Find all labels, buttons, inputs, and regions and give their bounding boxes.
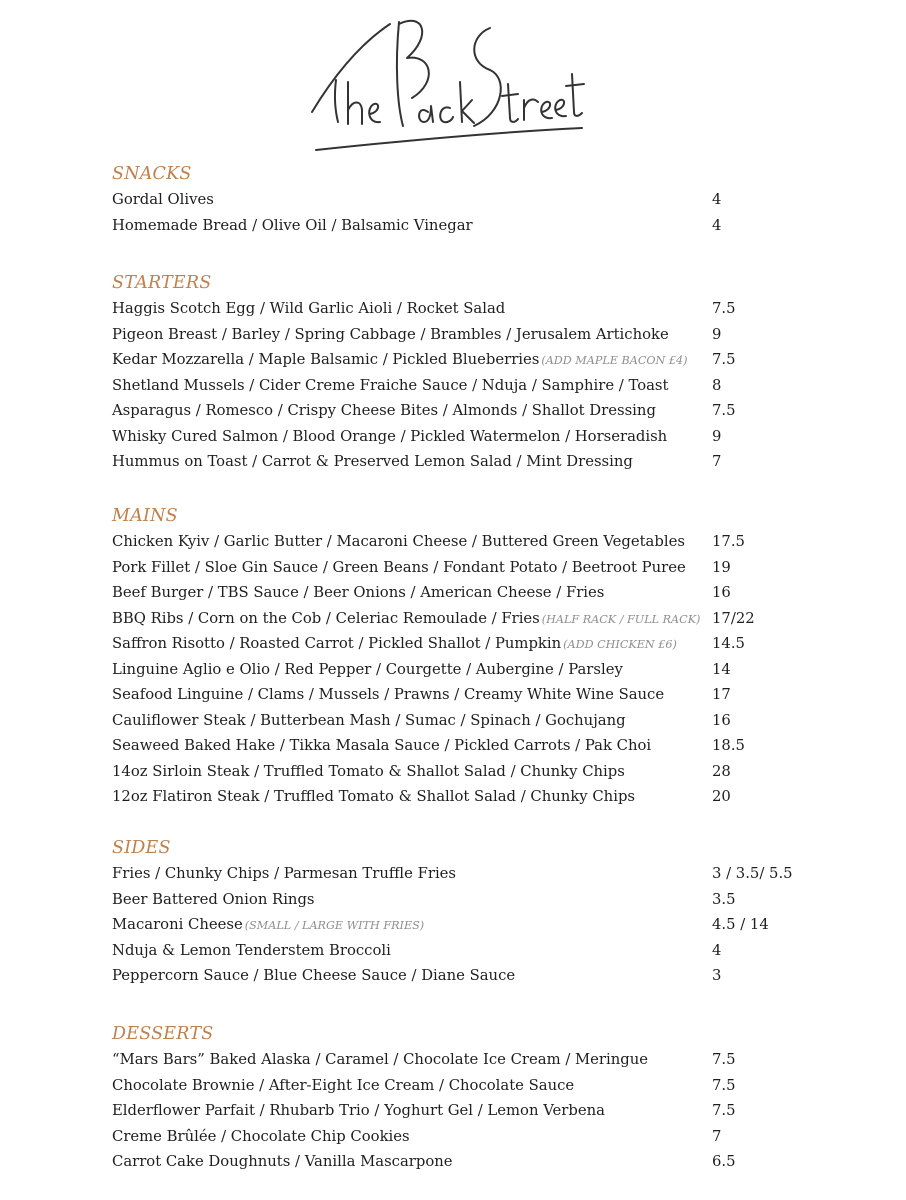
item-price: 17/22 [712,609,755,627]
item-name: “Mars Bars” Baked Alaska / Caramel / Chocolate Ice Cream / Meringue [112,1051,649,1068]
menu-item [112,373,812,399]
item-name: Nduja & Lemon Tenderstem Broccoli [112,941,391,959]
item-price: 7.5 [712,351,736,368]
menu-item [112,424,812,450]
item-name: Beef Burger / TBS Sauce / Beer Onions / American Cheese / Fries [112,584,605,601]
item-name: Pork Fillet / Sloe Gin Sauce / Green Beans / Fondant Potato / Beetroot Puree [112,558,686,576]
item-price: 3 [712,967,722,984]
item-price: 7.5 [712,402,736,419]
item-name: Elderflower Parfait / Rhubarb Trio / Yoghurt Gel / Lemon Verbena [112,1102,605,1119]
menu-item [112,449,812,475]
menu-item [112,657,812,683]
menu-item [112,347,812,373]
item-name: 14oz Sirloin Steak / Truffled Tomato & Shallot Salad / Chunky Chips [112,762,625,780]
menu-item [112,398,812,424]
item-price: 28 [712,762,731,780]
menu-item [112,1047,812,1073]
item-name: Fries / Chunky Chips / Parmesan Truffle Fries [112,865,457,882]
menu-item [112,322,812,348]
menu-item [112,1124,812,1150]
item-price: 6.5 [712,1153,736,1170]
section-title: SNACKS [112,164,192,184]
item-price: 3.5 [712,890,736,908]
menu-item [112,187,812,213]
item-name: Shetland Mussels / Cider Creme Fraiche Sauce / Nduja / Samphire / Toast [112,376,669,394]
item-price: 17.5 [712,533,745,550]
item-name: Chocolate Brownie / After-Eight Ice Cream / Chocolate Sauce [112,1076,575,1094]
menu-item [112,606,812,632]
item-price: 16 [712,584,731,601]
item-price: 9 [712,427,722,445]
section-title: MAINS [112,506,178,526]
item-name: Hummus on Toast / Carrot & Preserved Lemon Salad / Mint Dressing [112,453,633,470]
section-mains [112,504,812,810]
item-price: 3 / 3.5/ 5.5 [712,865,793,882]
menu-item [112,580,812,606]
item-price: 4.5 / 14 [712,916,769,933]
menu-item [112,861,812,887]
item-name: Creme Brûlée / Chocolate Chip Cookies [112,1127,410,1145]
menu-item [112,784,812,810]
item-name: Whisky Cured Salmon / Blood Orange / Pickled Watermelon / Horseradish [112,427,668,445]
item-price: 4 [712,191,722,208]
item-price: 8 [712,376,722,394]
item-name: Macaroni Cheese [112,916,243,933]
item-price: 17 [712,686,731,703]
restaurant-logo [300,14,600,164]
section-title: STARTERS [112,273,212,293]
item-price: 14 [712,660,731,678]
item-price: 18.5 [712,737,745,754]
menu-item [112,682,812,708]
item-name: BBQ Ribs / Corn on the Cob / Celeriac Remoulade / Fries [112,609,540,627]
item-price: 7.5 [712,1076,736,1094]
item-price: 4 [712,941,722,959]
menu-item [112,631,812,657]
menu-item [112,708,812,734]
item-name: Kedar Mozzarella / Maple Balsamic / Pickled Blueberries [112,351,540,368]
menu-item [112,1073,812,1099]
section-sides [112,836,812,989]
section-snacks [112,162,812,238]
item-name: Homemade Bread / Olive Oil / Balsamic Vinegar [112,216,473,234]
item-price: 7.5 [712,1102,736,1119]
item-price: 14.5 [712,635,745,652]
item-note: (SMALL / LARGE WITH FRIES) [244,919,425,932]
item-price: 4 [712,216,722,234]
menu-item [112,938,812,964]
menu-item [112,213,812,239]
menu-item [112,912,812,938]
item-price: 19 [712,558,731,576]
item-price: 9 [712,325,722,343]
item-name: Carrot Cake Doughnuts / Vanilla Mascarpone [112,1153,453,1170]
menu-item [112,733,812,759]
menu-item [112,529,812,555]
item-name: 12oz Flatiron Steak / Truffled Tomato & Shallot Salad / Chunky Chips [112,788,636,805]
section-desserts [112,1022,812,1175]
section-title: DESSERTS [112,1024,214,1044]
item-price: 7.5 [712,1051,736,1068]
item-price: 7 [712,453,722,470]
menu-item [112,296,812,322]
menu-item [112,1149,812,1175]
item-name: Seaweed Baked Hake / Tikka Masala Sauce / Pickled Carrots / Pak Choi [112,737,652,754]
item-price: 7.5 [712,300,736,317]
item-name: Haggis Scotch Egg / Wild Garlic Aioli / Rocket Salad [112,300,506,317]
menu-item [112,963,812,989]
item-price: 16 [712,711,731,729]
section-title: SIDES [112,838,171,858]
menu-item [112,555,812,581]
item-name: Linguine Aglio e Olio / Red Pepper / Courgette / Aubergine / Parsley [112,660,623,678]
item-name: Asparagus / Romesco / Crispy Cheese Bites / Almonds / Shallot Dressing [112,402,656,419]
item-name: Seafood Linguine / Clams / Mussels / Prawns / Creamy White Wine Sauce [112,686,665,703]
item-name: Chicken Kyiv / Garlic Butter / Macaroni Cheese / Buttered Green Vegetables [112,533,685,550]
item-name: Beer Battered Onion Rings [112,890,315,908]
item-name: Cauliflower Steak / Butterbean Mash / Sumac / Spinach / Gochujang [112,711,626,729]
item-name: Peppercorn Sauce / Blue Cheese Sauce / Diane Sauce [112,967,516,984]
menu-item [112,887,812,913]
item-name: Gordal Olives [112,191,214,208]
item-price: 20 [712,788,731,805]
item-note: (HALF RACK / FULL RACK) [541,612,701,626]
item-note: (ADD CHICKEN £6) [563,638,677,651]
menu-item [112,759,812,785]
item-name: Saffron Risotto / Roasted Carrot / Pickled Shallot / Pumpkin [112,635,562,652]
item-price: 7 [712,1127,722,1145]
item-name: Pigeon Breast / Barley / Spring Cabbage / Brambles / Jerusalem Artichoke [112,325,669,343]
section-starters [112,271,812,475]
menu-item [112,1098,812,1124]
item-note: (ADD MAPLE BACON £4) [541,354,688,367]
